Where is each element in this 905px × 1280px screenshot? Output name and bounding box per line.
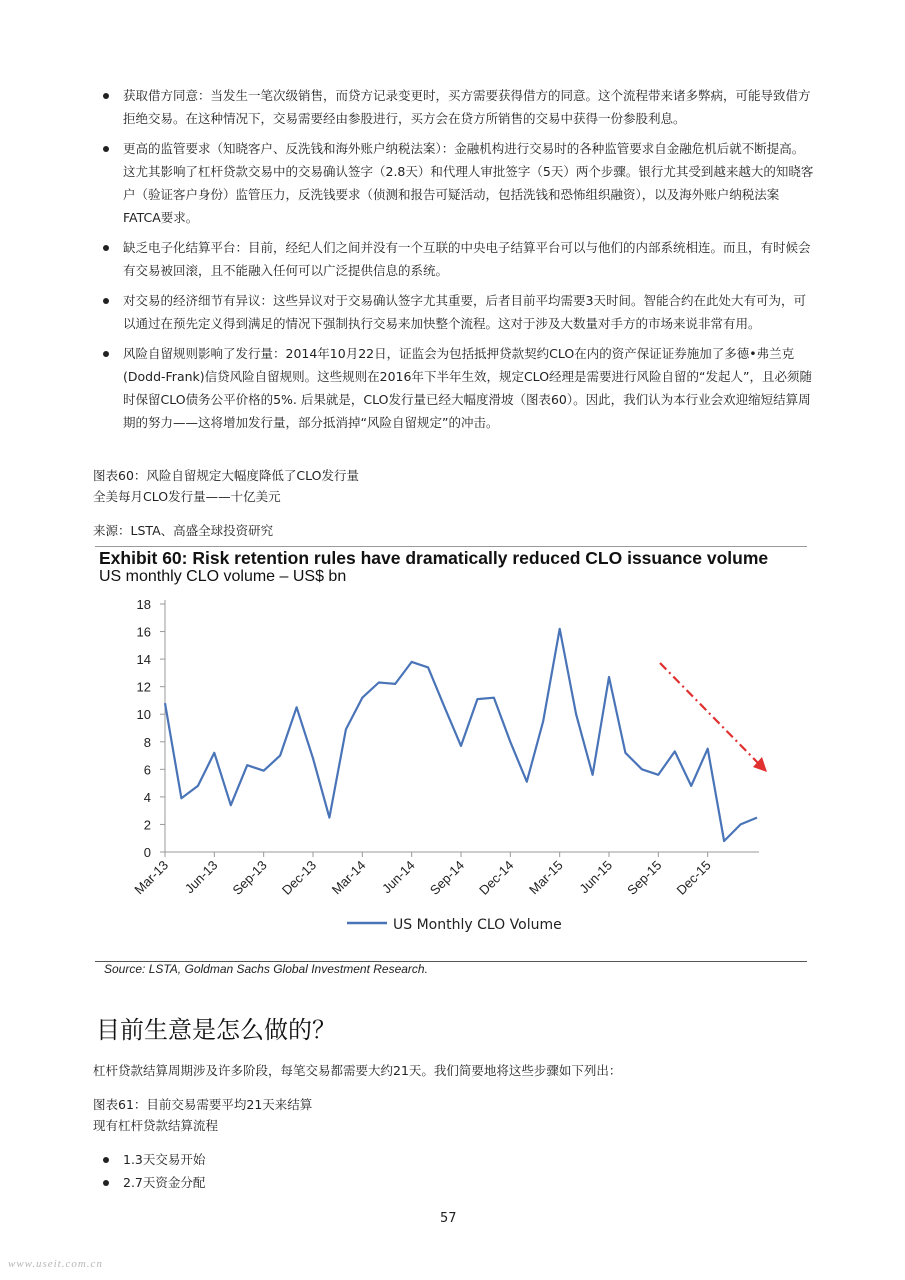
bullet-item [103, 137, 815, 229]
y-tick-label: 14 [136, 652, 151, 668]
bullet-list [103, 84, 815, 441]
figure-60-title: 图表60：风险自留规定大幅度降低了CLO发行量 [93, 468, 359, 483]
figure-60-source: 来源：LSTA、高盛全球投资研究 [93, 523, 274, 538]
legend-label: US Monthly CLO Volume [393, 917, 562, 933]
figure-61-title: 图表61：目前交易需要平均21天来结算 [93, 1097, 313, 1112]
bullet-dot-icon [103, 146, 109, 152]
bullet-dot-icon [103, 351, 109, 357]
section-heading: 目前生意是怎么做的？ [96, 1016, 336, 1044]
figure-60-subtitle: 全美每月CLO发行量——十亿美元 [93, 489, 281, 504]
step-item [103, 1171, 205, 1194]
x-tick-label: Sep-13 [229, 857, 270, 898]
y-tick-label: 10 [136, 707, 151, 723]
trend-arrow-line [660, 663, 760, 765]
bullet-item [103, 236, 815, 282]
page-number: 57 [440, 1211, 457, 1226]
watermark: www.useit.com.cn [8, 1258, 103, 1270]
step-list [103, 1148, 205, 1194]
y-tick-label: 12 [136, 679, 151, 695]
series-line-us-monthly-clo-volume [165, 629, 757, 841]
step-item [103, 1148, 205, 1171]
x-tick-label: Dec-14 [476, 857, 517, 898]
bullet-item [103, 289, 815, 335]
y-tick-label: 6 [143, 762, 151, 778]
bullet-dot-icon [103, 298, 109, 304]
bullet-dot-icon [103, 245, 109, 251]
x-tick-label: Sep-14 [426, 857, 468, 898]
bullet-dot-icon [103, 1180, 109, 1186]
bullet-item [103, 84, 815, 130]
bullet-text: 对交易的经济细节有异议：这些异议对于交易确认签字尤其重要，后者目前平均需要3天时间。智能合约在此处大有可为，可以通过在预先定义得到满足的情况下强制执行交易来加快整个流程。这对于涉及大数量对手方的市场来说非常有用。 [123, 293, 806, 331]
bullet-text: 缺乏电子化结算平台：目前，经纪人们之间并没有一个互联的中央电子结算平台可以与他们的内部系统相连。而且，有时候会有交易被回滚，且不能融入任何可以广泛提供信息的系统。 [123, 240, 811, 278]
intro-paragraph: 杠杆贷款结算周期涉及许多阶段，每笔交易都需要大约21天。我们简要地将这些步骤如下列出： [93, 1063, 622, 1078]
step-text: 2.7天资金分配 [123, 1175, 206, 1190]
x-tick-label: Jun-13 [181, 857, 221, 897]
y-tick-label: 18 [136, 597, 151, 612]
y-tick-label: 2 [143, 817, 151, 833]
bullet-text: 风险自留规则影响了发行量：2014年10月22日，证监会为包括抵押贷款契约CLO在内的资产保证证券施加了多德•弗兰克(Dodd-Frank)信贷风险自留规则。这些规则在2016年下半年生效，规定CLO经理是需要进行风险自留的“发起人”，且必须随时保留CLO债务公平价格的5%. 后果就是，CLO发行量已经大幅度滑坡（图表60）。因此，我们认为本行业会欢迎缩短结算周期的努力——这将增加发行量，部分抵消掉“风险自留规定”的冲击。 [123, 346, 812, 430]
exhibit-subtitle: US monthly CLO volume – US$ bn [99, 568, 347, 585]
bullet-text: 更高的监管要求（知晓客户、反洗钱和海外账户纳税法案）：金融机构进行交易时的各种监管要求自金融危机后就不断提高。这尤其影响了杠杆贷款交易中的交易确认签字（2.8天）和代理人审批签字（5天）两个步骤。银行尤其受到越来越大的知晓客户（验证客户身份）监管压力，反洗钱要求（侦测和报告可疑活动，包括洗钱和恐怖组织融资），以及海外账户纳税法案FATCA要求。 [123, 141, 814, 225]
exhibit-title: Exhibit 60: Risk retention rules have dramatically reduced CLO issuance volume [99, 548, 769, 568]
x-tick-label: Sep-15 [624, 857, 665, 898]
exhibit-60 [95, 543, 807, 963]
step-text: 1.3天交易开始 [123, 1152, 206, 1167]
x-tick-label: Mar-15 [526, 857, 566, 898]
bullet-item [103, 342, 815, 434]
x-tick-label: Jun-15 [576, 857, 616, 897]
y-tick-label: 0 [143, 845, 151, 860]
y-tick-label: 8 [143, 734, 151, 750]
x-tick-label: Mar-13 [131, 857, 172, 898]
y-tick-label: 4 [143, 789, 151, 805]
bullet-dot-icon [103, 93, 109, 99]
x-tick-label: Dec-13 [278, 857, 320, 898]
figure-61-subtitle: 现有杠杆贷款结算流程 [93, 1118, 219, 1133]
bullet-text: 获取借方同意：当发生一笔次级销售，而贷方记录变更时，买方需要获得借方的同意。这个流程带来诸多弊病，可能导致借方拒绝交易。在这种情况下，交易需要经由参股进行，买方会在贷方所销售的交易中获得一份参股利息。 [123, 88, 811, 126]
x-tick-label: Mar-14 [328, 857, 369, 898]
bullet-dot-icon [103, 1157, 109, 1163]
y-tick-label: 16 [136, 624, 151, 640]
clo-volume-chart [95, 543, 807, 963]
x-tick-label: Dec-15 [673, 857, 714, 898]
x-tick-label: Jun-14 [379, 857, 418, 897]
exhibit-source: Source: LSTA, Goldman Sachs Global Investment Research. [104, 962, 428, 976]
